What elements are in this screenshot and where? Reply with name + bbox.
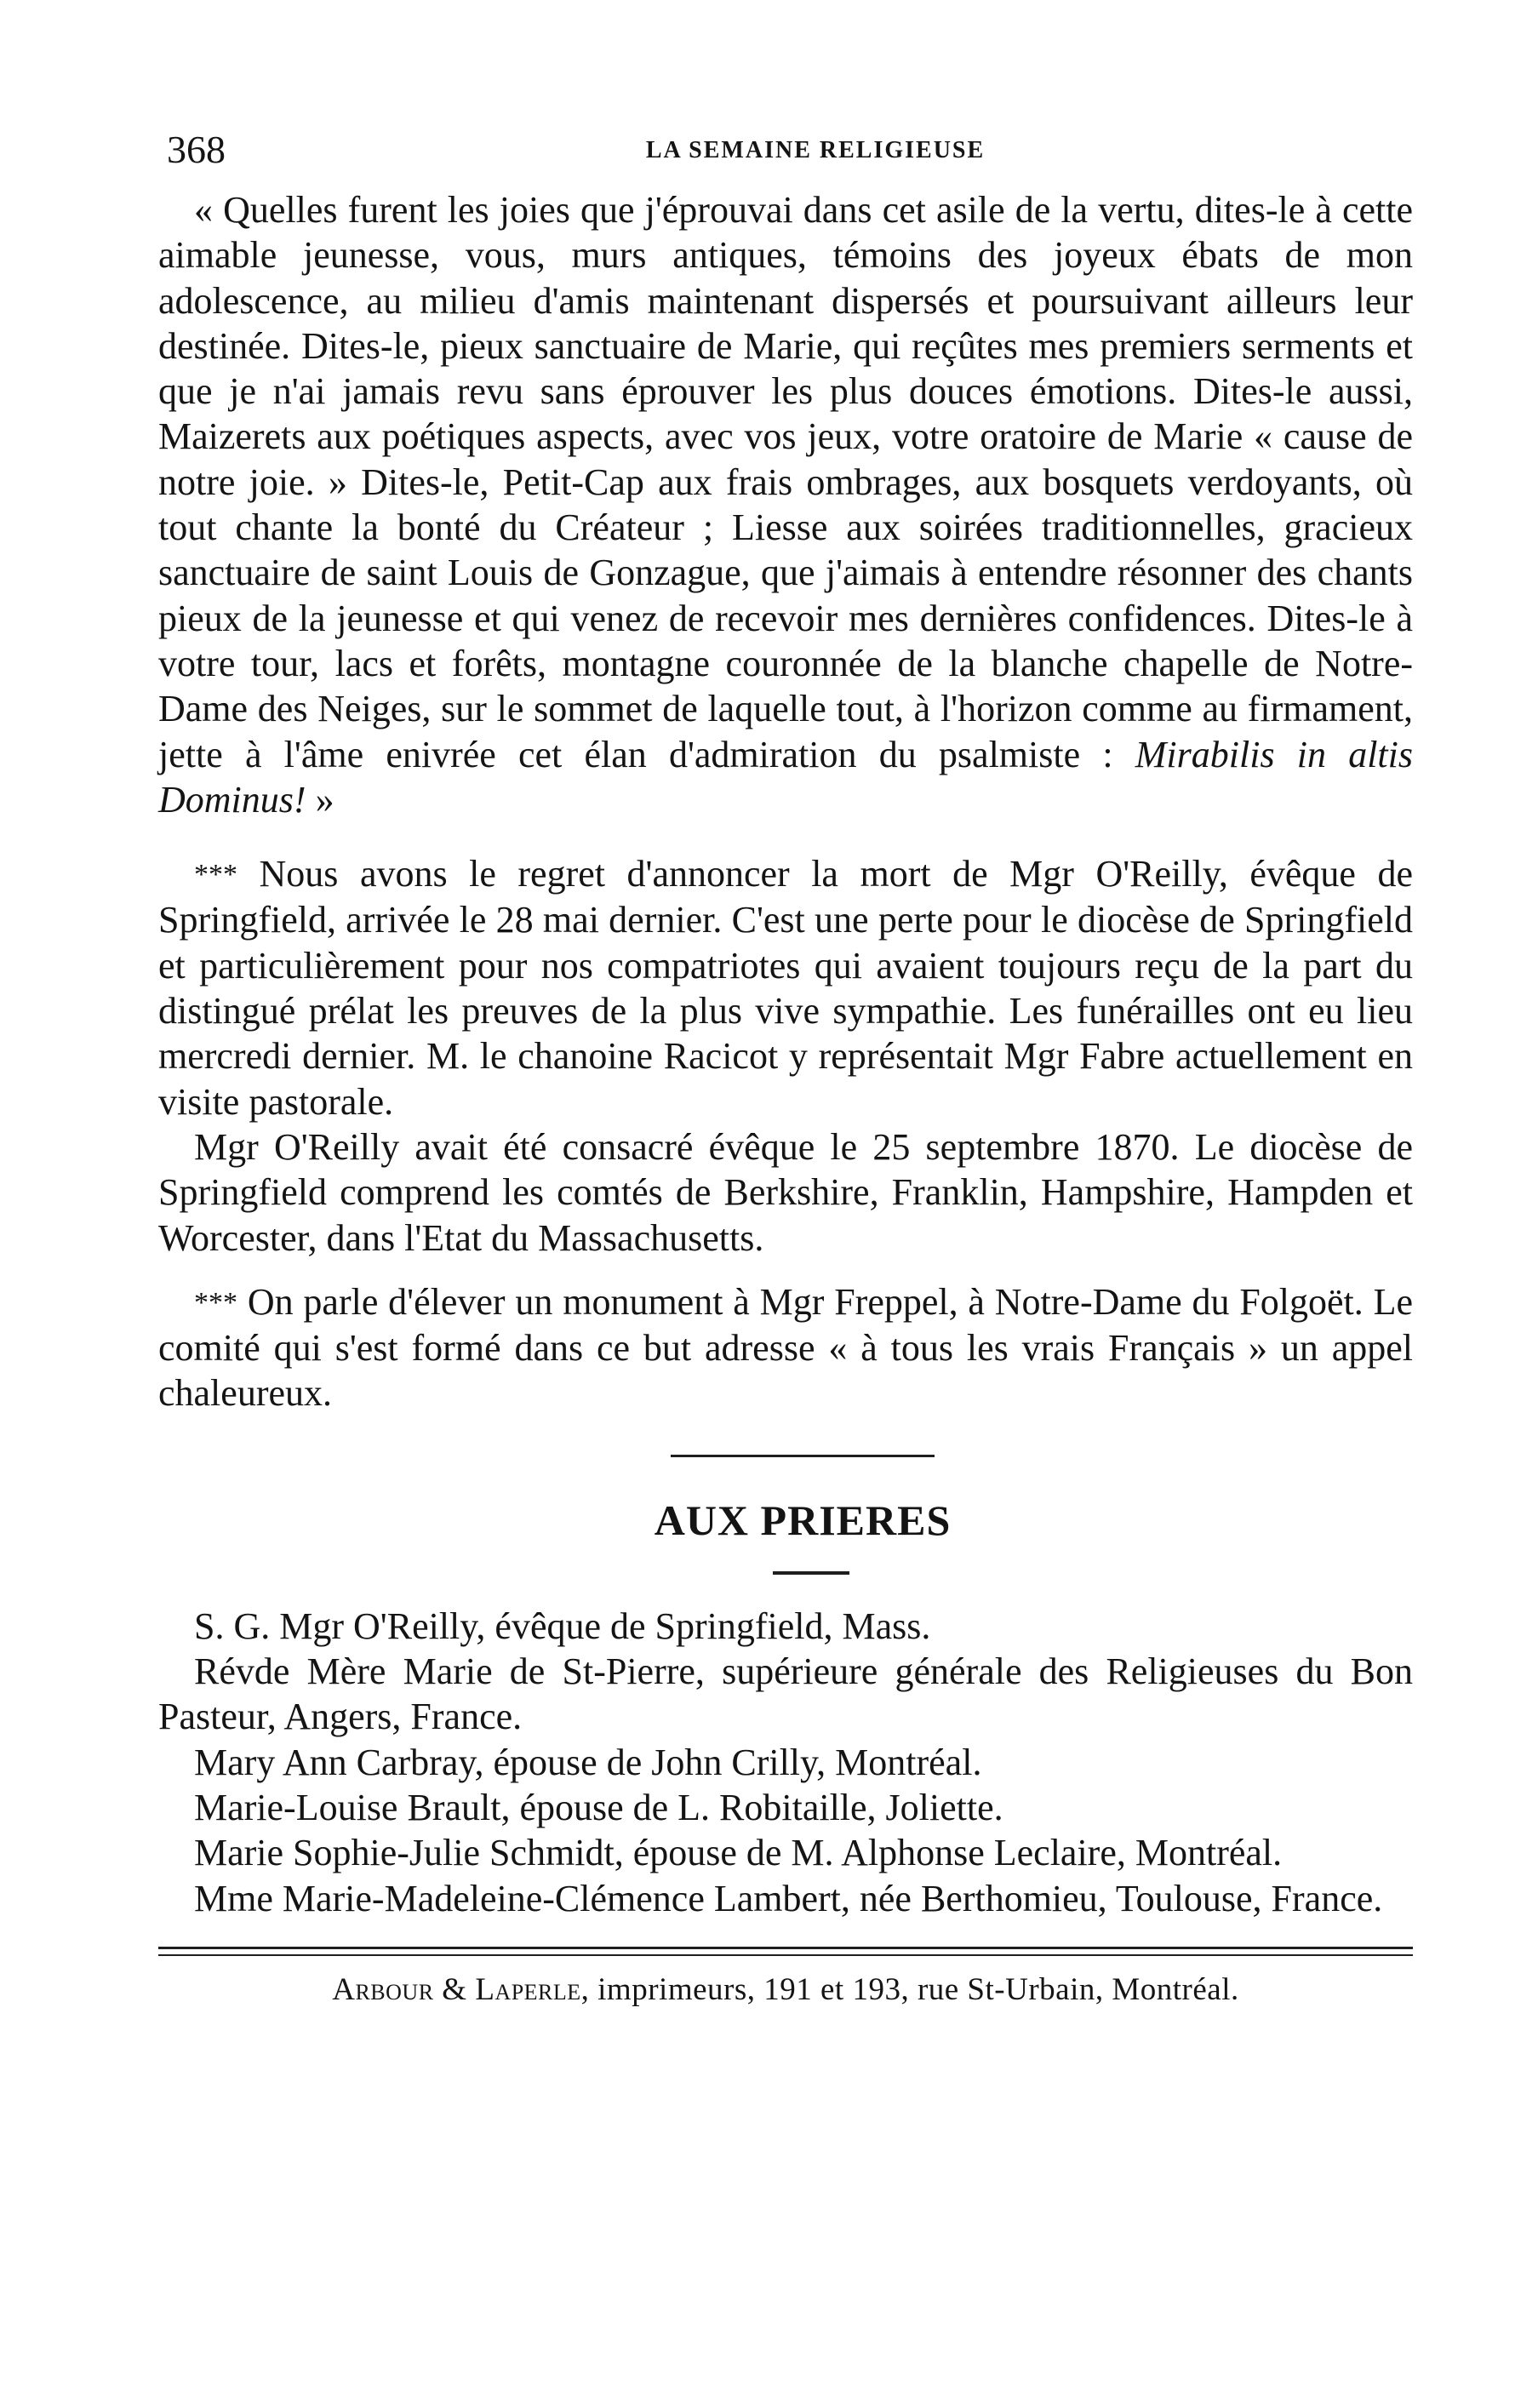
page-number: 368 [167,128,226,171]
news-freppel-text: On parle d'élever un monument à Mgr Freppel, à Notre-Dame du Folgoët. Le comité qui s'est formé dans ce but adresse « à tous les vrais Français » un appel chaleureux. [158,1280,1414,1415]
footer-rule [158,1954,1413,1956]
page-header [158,128,1413,187]
asterism-icon: *** [194,1286,237,1318]
printer-names: Arbour & Laperle, [332,1971,590,2007]
printer-imprint [158,1971,1413,2009]
section-divider [671,1455,935,1457]
prayer-item: S. G. Mgr O'Reilly, évêque de Springfield, Mass. [194,1604,931,1647]
news-item-oreilly-cont [158,1124,1413,1261]
prayer-list [158,1604,1413,1921]
printer-address: imprimeurs, 191 et 193, rue St-Urbain, Montréal. [589,1971,1239,2007]
running-head: LA SEMAINE RELIGIEUSE [645,137,986,163]
page [158,128,1413,2009]
footer-rules [158,1947,1413,1956]
footer-rule [158,1947,1413,1949]
title-underline [773,1571,849,1575]
news-item-oreilly [158,851,1413,1124]
section-title: AUX PRIERES [654,1496,952,1544]
quote-close: » [306,778,334,821]
quote-text: « Quelles furent les joies que j'éprouvai dans cet asile de la vertu, dites-le à cette aimable jeunesse, vous, murs antiques, témoins des joyeux ébats de mon adolescence, au milieu d'amis maintenant dispersés et poursuivant ailleurs leur destinée. Dites-le, pieux sanctuaire de Marie, qui reçûtes mes premiers serments et que je n'ai jamais revu sans éprouver les plus douces émotions. Dites-le aussi, Maizerets aux poétiques aspects, avec vos jeux, votre oratoire de Marie « cause de notre joie. » Dites-le, Petit-Cap aux frais ombrages, aux bosquets verdoyants, où tout chante la bonté du Créateur ; Liesse aux soirées traditionnelles, gracieux sanctuaire de saint Louis de Gonzague, que j'aimais à entendre résonner des chants pieux de la jeunesse et qui venez de recevoir mes dernières confidences. Dites-le à votre tour, lacs et forêts, montagne couronnée de la blanche chapelle de Notre-Dame des Neiges, sur le sommet de laquelle tout, à l'horizon comme au firmament, jette à l'âme enivrée cet élan d'admiration du psalmiste : [158,189,1413,775]
asterism-icon: *** [194,859,237,891]
news-oreilly-text: Nous avons le regret d'annoncer la mort de Mgr O'Reilly, évêque de Springfield, arrivée le 28 mai dernier. C'est une perte pour le diocèse de Springfield et particulièrement pour nos compatriotes qui avaient toujours reçu de la part du distingué prélat les preuves de la plus vive sympathie. Les funérailles ont eu lieu mercredi dernier. M. le chanoine Racicot y représentait Mgr Fabre actuellement en visite pastorale. [158,853,1414,1123]
prayer-item: Révde Mère Marie de St-Pierre, supérieure générale des Religieuses du Bon Pasteur, Angers, France. [158,1650,1413,1738]
news-oreilly-text-2: Mgr O'Reilly avait été consacré évêque le 25 septembre 1870. Le diocèse de Springfield comprend les comtés de Berkshire, Franklin, Hampshire, Hampden et Worcester, dans l'Etat du Massachusetts. [158,1125,1413,1259]
quote-latin: Mirabilis in altis Dominus! [158,733,1413,821]
prayer-item: Mary Ann Carbray, épouse de John Crilly, Montréal. [194,1741,982,1783]
quote-paragraph [158,187,1413,822]
news-item-freppel [158,1279,1413,1416]
prayer-item: Marie-Louise Brault, épouse de L. Robitaille, Joliette. [194,1786,1003,1828]
prayer-item: Mme Marie-Madeleine-Clémence Lambert, née Berthomieu, Toulouse, France. [194,1877,1383,1919]
prayer-item: Marie Sophie-Julie Schmidt, épouse de M. Alphonse Leclaire, Montréal. [194,1832,1283,1874]
